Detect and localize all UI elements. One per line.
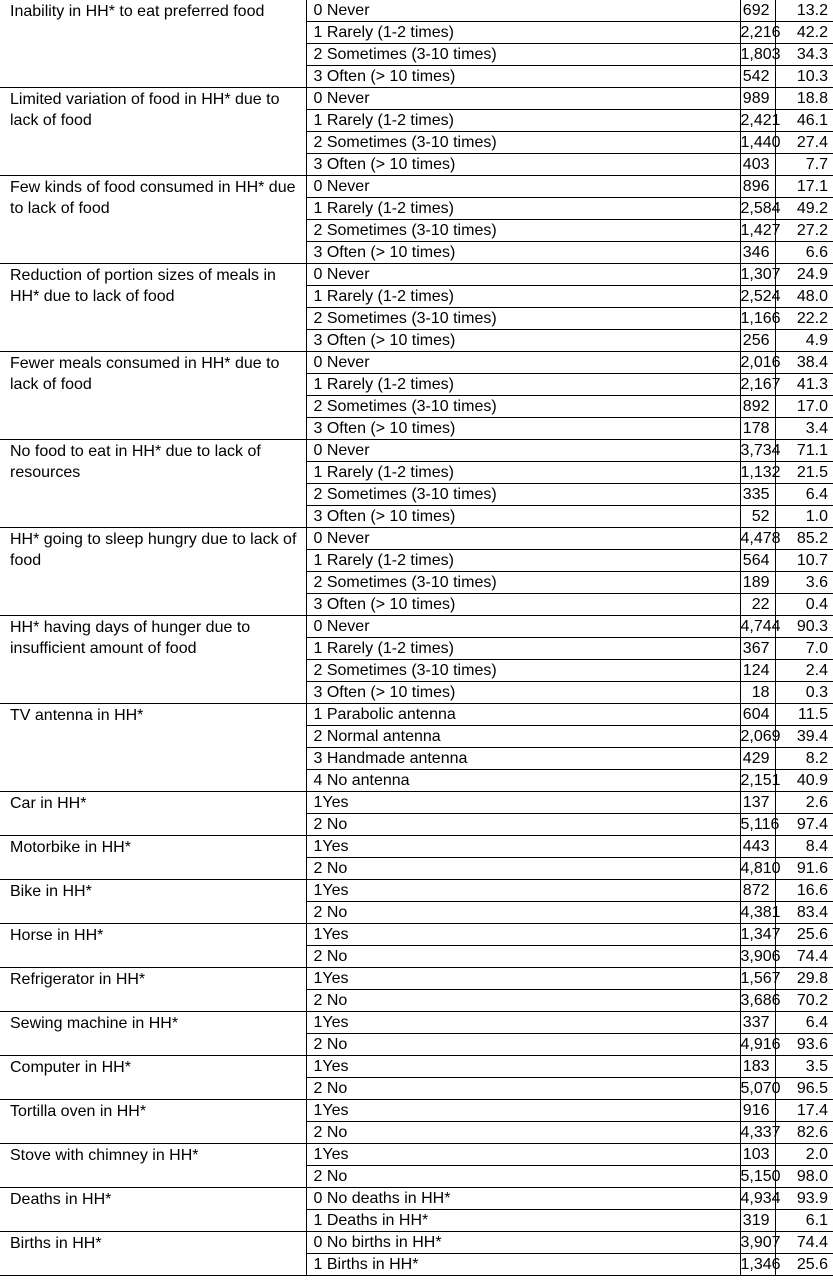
response-label: 2 Normal antenna	[306, 726, 740, 748]
table-row	[0, 968, 833, 990]
percent-cell: 49.2	[775, 198, 833, 220]
response-label: 1Yes	[306, 1012, 740, 1034]
percent-cell: 40.9	[775, 770, 833, 792]
response-label: 0 Never	[306, 88, 740, 110]
count-cell: 124	[740, 660, 775, 682]
variable-label: Deaths in HH*	[0, 1188, 306, 1232]
count-cell: 52	[740, 506, 775, 528]
count-cell: 2,216	[740, 22, 775, 44]
response-label: 2 No	[306, 946, 740, 968]
count-cell: 3,686	[740, 990, 775, 1012]
variable-label: Motorbike in HH*	[0, 836, 306, 880]
count-cell: 5,070	[740, 1078, 775, 1100]
response-label: 2 Sometimes (3-10 times)	[306, 308, 740, 330]
table-row	[0, 1056, 833, 1078]
percent-cell: 41.3	[775, 374, 833, 396]
count-cell: 1,567	[740, 968, 775, 990]
response-label: 1 Rarely (1-2 times)	[306, 198, 740, 220]
count-cell: 4,337	[740, 1122, 775, 1144]
count-cell: 346	[740, 242, 775, 264]
variable-label: HH* having days of hunger due to insufficient amount of food	[0, 616, 306, 704]
response-label: 0 Never	[306, 264, 740, 286]
response-label: 0 Never	[306, 616, 740, 638]
percent-cell: 39.4	[775, 726, 833, 748]
percent-cell: 97.4	[775, 814, 833, 836]
response-label: 0 Never	[306, 528, 740, 550]
variable-label: Horse in HH*	[0, 924, 306, 968]
table-row	[0, 1012, 833, 1034]
count-cell: 443	[740, 836, 775, 858]
variable-label: Computer in HH*	[0, 1056, 306, 1100]
variable-label: Births in HH*	[0, 1232, 306, 1276]
response-label: 3 Often (> 10 times)	[306, 418, 740, 440]
response-label: 0 Never	[306, 352, 740, 374]
count-cell: 319	[740, 1210, 775, 1232]
percent-cell: 91.6	[775, 858, 833, 880]
percent-cell: 27.4	[775, 132, 833, 154]
count-cell: 692	[740, 0, 775, 22]
response-label: 1Yes	[306, 968, 740, 990]
table-row	[0, 440, 833, 462]
percent-cell: 6.4	[775, 1012, 833, 1034]
response-label: 1 Rarely (1-2 times)	[306, 22, 740, 44]
count-cell: 429	[740, 748, 775, 770]
count-cell: 3,906	[740, 946, 775, 968]
percent-cell: 3.5	[775, 1056, 833, 1078]
response-label: 2 Sometimes (3-10 times)	[306, 220, 740, 242]
count-cell: 22	[740, 594, 775, 616]
count-cell: 916	[740, 1100, 775, 1122]
table-row	[0, 792, 833, 814]
count-cell: 4,381	[740, 902, 775, 924]
count-cell: 335	[740, 484, 775, 506]
response-label: 1 Parabolic antenna	[306, 704, 740, 726]
count-cell: 183	[740, 1056, 775, 1078]
count-cell: 2,151	[740, 770, 775, 792]
response-label: 2 No	[306, 1122, 740, 1144]
response-label: 2 Sometimes (3-10 times)	[306, 396, 740, 418]
count-cell: 542	[740, 66, 775, 88]
percent-cell: 0.3	[775, 682, 833, 704]
response-label: 1Yes	[306, 1100, 740, 1122]
response-label: 1Yes	[306, 1144, 740, 1166]
response-label: 1Yes	[306, 792, 740, 814]
percent-cell: 6.4	[775, 484, 833, 506]
count-cell: 564	[740, 550, 775, 572]
count-cell: 4,744	[740, 616, 775, 638]
response-label: 1 Rarely (1-2 times)	[306, 462, 740, 484]
count-cell: 2,069	[740, 726, 775, 748]
response-label: 2 No	[306, 814, 740, 836]
count-cell: 5,150	[740, 1166, 775, 1188]
response-label: 0 No deaths in HH*	[306, 1188, 740, 1210]
response-label: 1 Rarely (1-2 times)	[306, 110, 740, 132]
count-cell: 2,584	[740, 198, 775, 220]
percent-cell: 85.2	[775, 528, 833, 550]
count-cell: 2,421	[740, 110, 775, 132]
variable-label: Fewer meals consumed in HH* due to lack of food	[0, 352, 306, 440]
response-label: 4 No antenna	[306, 770, 740, 792]
percent-cell: 4.9	[775, 330, 833, 352]
percent-cell: 38.4	[775, 352, 833, 374]
variable-label: Sewing machine in HH*	[0, 1012, 306, 1056]
percent-cell: 7.7	[775, 154, 833, 176]
percent-cell: 11.5	[775, 704, 833, 726]
response-label: 3 Often (> 10 times)	[306, 242, 740, 264]
count-cell: 1,803	[740, 44, 775, 66]
count-cell: 1,307	[740, 264, 775, 286]
response-label: 3 Handmade antenna	[306, 748, 740, 770]
percent-cell: 83.4	[775, 902, 833, 924]
response-label: 1Yes	[306, 924, 740, 946]
percent-cell: 96.5	[775, 1078, 833, 1100]
response-label: 1Yes	[306, 836, 740, 858]
count-cell: 4,934	[740, 1188, 775, 1210]
variable-label: Refrigerator in HH*	[0, 968, 306, 1012]
percent-cell: 2.0	[775, 1144, 833, 1166]
response-label: 1 Rarely (1-2 times)	[306, 638, 740, 660]
percent-cell: 10.7	[775, 550, 833, 572]
table-row	[0, 1188, 833, 1210]
percent-cell: 10.3	[775, 66, 833, 88]
count-cell: 604	[740, 704, 775, 726]
response-label: 2 Sometimes (3-10 times)	[306, 660, 740, 682]
count-cell: 1,132	[740, 462, 775, 484]
percent-cell: 98.0	[775, 1166, 833, 1188]
variable-label: Inability in HH* to eat preferred food	[0, 0, 306, 88]
response-label: 0 Never	[306, 0, 740, 22]
percent-cell: 25.6	[775, 924, 833, 946]
percent-cell: 16.6	[775, 880, 833, 902]
percent-cell: 8.2	[775, 748, 833, 770]
percent-cell: 0.4	[775, 594, 833, 616]
response-label: 3 Often (> 10 times)	[306, 594, 740, 616]
response-label: 2 Sometimes (3-10 times)	[306, 572, 740, 594]
percent-cell: 70.2	[775, 990, 833, 1012]
count-cell: 3,734	[740, 440, 775, 462]
count-cell: 367	[740, 638, 775, 660]
variable-label: Reduction of portion sizes of meals in HH* due to lack of food	[0, 264, 306, 352]
response-label: 1Yes	[306, 880, 740, 902]
response-label: 2 Sometimes (3-10 times)	[306, 484, 740, 506]
count-cell: 896	[740, 176, 775, 198]
count-cell: 1,440	[740, 132, 775, 154]
count-cell: 1,347	[740, 924, 775, 946]
response-label: 2 Sometimes (3-10 times)	[306, 132, 740, 154]
count-cell: 256	[740, 330, 775, 352]
percent-cell: 46.1	[775, 110, 833, 132]
response-label: 2 No	[306, 1034, 740, 1056]
table-row	[0, 836, 833, 858]
percent-cell: 1.0	[775, 506, 833, 528]
table-row	[0, 176, 833, 198]
count-cell: 4,478	[740, 528, 775, 550]
percent-cell: 82.6	[775, 1122, 833, 1144]
response-label: 2 No	[306, 902, 740, 924]
response-label: 3 Often (> 10 times)	[306, 66, 740, 88]
percent-cell: 93.9	[775, 1188, 833, 1210]
table-row	[0, 704, 833, 726]
response-label: 1 Rarely (1-2 times)	[306, 374, 740, 396]
percent-cell: 17.1	[775, 176, 833, 198]
percent-cell: 71.1	[775, 440, 833, 462]
percent-cell: 27.2	[775, 220, 833, 242]
response-label: 2 Sometimes (3-10 times)	[306, 44, 740, 66]
percent-cell: 25.6	[775, 1254, 833, 1276]
count-cell: 337	[740, 1012, 775, 1034]
response-label: 2 No	[306, 1078, 740, 1100]
response-label: 3 Often (> 10 times)	[306, 330, 740, 352]
variable-label: Bike in HH*	[0, 880, 306, 924]
response-label: 0 No births in HH*	[306, 1232, 740, 1254]
variable-label: Few kinds of food consumed in HH* due to lack of food	[0, 176, 306, 264]
table-row	[0, 616, 833, 638]
table-row	[0, 0, 833, 22]
count-cell: 403	[740, 154, 775, 176]
table-row	[0, 880, 833, 902]
percent-cell: 6.6	[775, 242, 833, 264]
variable-label: No food to eat in HH* due to lack of resources	[0, 440, 306, 528]
count-cell: 1,346	[740, 1254, 775, 1276]
count-cell: 2,524	[740, 286, 775, 308]
response-label: 1 Rarely (1-2 times)	[306, 550, 740, 572]
table-row	[0, 88, 833, 110]
table-row	[0, 1100, 833, 1122]
variable-label: TV antenna in HH*	[0, 704, 306, 792]
variable-label: Limited variation of food in HH* due to lack of food	[0, 88, 306, 176]
count-cell: 4,916	[740, 1034, 775, 1056]
percent-cell: 8.4	[775, 836, 833, 858]
percent-cell: 6.1	[775, 1210, 833, 1232]
response-label: 2 No	[306, 990, 740, 1012]
count-cell: 5,116	[740, 814, 775, 836]
response-label: 0 Never	[306, 176, 740, 198]
percent-cell: 34.3	[775, 44, 833, 66]
table-row	[0, 528, 833, 550]
percent-cell: 2.6	[775, 792, 833, 814]
variable-label: Stove with chimney in HH*	[0, 1144, 306, 1188]
percent-cell: 48.0	[775, 286, 833, 308]
table-row	[0, 924, 833, 946]
percent-cell: 42.2	[775, 22, 833, 44]
percent-cell: 3.4	[775, 418, 833, 440]
variable-label: HH* going to sleep hungry due to lack of food	[0, 528, 306, 616]
percent-cell: 3.6	[775, 572, 833, 594]
count-cell: 103	[740, 1144, 775, 1166]
response-label: 1 Deaths in HH*	[306, 1210, 740, 1232]
response-label: 3 Often (> 10 times)	[306, 682, 740, 704]
response-label: 3 Often (> 10 times)	[306, 154, 740, 176]
count-cell: 18	[740, 682, 775, 704]
percent-cell: 74.4	[775, 946, 833, 968]
percent-cell: 17.4	[775, 1100, 833, 1122]
percent-cell: 93.6	[775, 1034, 833, 1056]
count-cell: 189	[740, 572, 775, 594]
percent-cell: 18.8	[775, 88, 833, 110]
count-cell: 892	[740, 396, 775, 418]
table-row	[0, 352, 833, 374]
count-cell: 3,907	[740, 1232, 775, 1254]
percent-cell: 22.2	[775, 308, 833, 330]
percent-cell: 7.0	[775, 638, 833, 660]
count-cell: 2,016	[740, 352, 775, 374]
count-cell: 2,167	[740, 374, 775, 396]
count-cell: 137	[740, 792, 775, 814]
response-label: 1 Rarely (1-2 times)	[306, 286, 740, 308]
table-row	[0, 1232, 833, 1254]
count-cell: 4,810	[740, 858, 775, 880]
response-label: 1 Births in HH*	[306, 1254, 740, 1276]
response-label: 3 Often (> 10 times)	[306, 506, 740, 528]
table-row	[0, 1144, 833, 1166]
percent-cell: 90.3	[775, 616, 833, 638]
percent-cell: 24.9	[775, 264, 833, 286]
percent-cell: 21.5	[775, 462, 833, 484]
response-label: 1Yes	[306, 1056, 740, 1078]
percent-cell: 13.2	[775, 0, 833, 22]
response-label: 2 No	[306, 1166, 740, 1188]
response-label: 0 Never	[306, 440, 740, 462]
variable-label: Car in HH*	[0, 792, 306, 836]
count-cell: 178	[740, 418, 775, 440]
percent-cell: 29.8	[775, 968, 833, 990]
percent-cell: 17.0	[775, 396, 833, 418]
percent-cell: 74.4	[775, 1232, 833, 1254]
count-cell: 1,427	[740, 220, 775, 242]
table-row	[0, 264, 833, 286]
percent-cell: 2.4	[775, 660, 833, 682]
response-label: 2 No	[306, 858, 740, 880]
variable-label: Tortilla oven in HH*	[0, 1100, 306, 1144]
count-cell: 872	[740, 880, 775, 902]
count-cell: 1,166	[740, 308, 775, 330]
count-cell: 989	[740, 88, 775, 110]
